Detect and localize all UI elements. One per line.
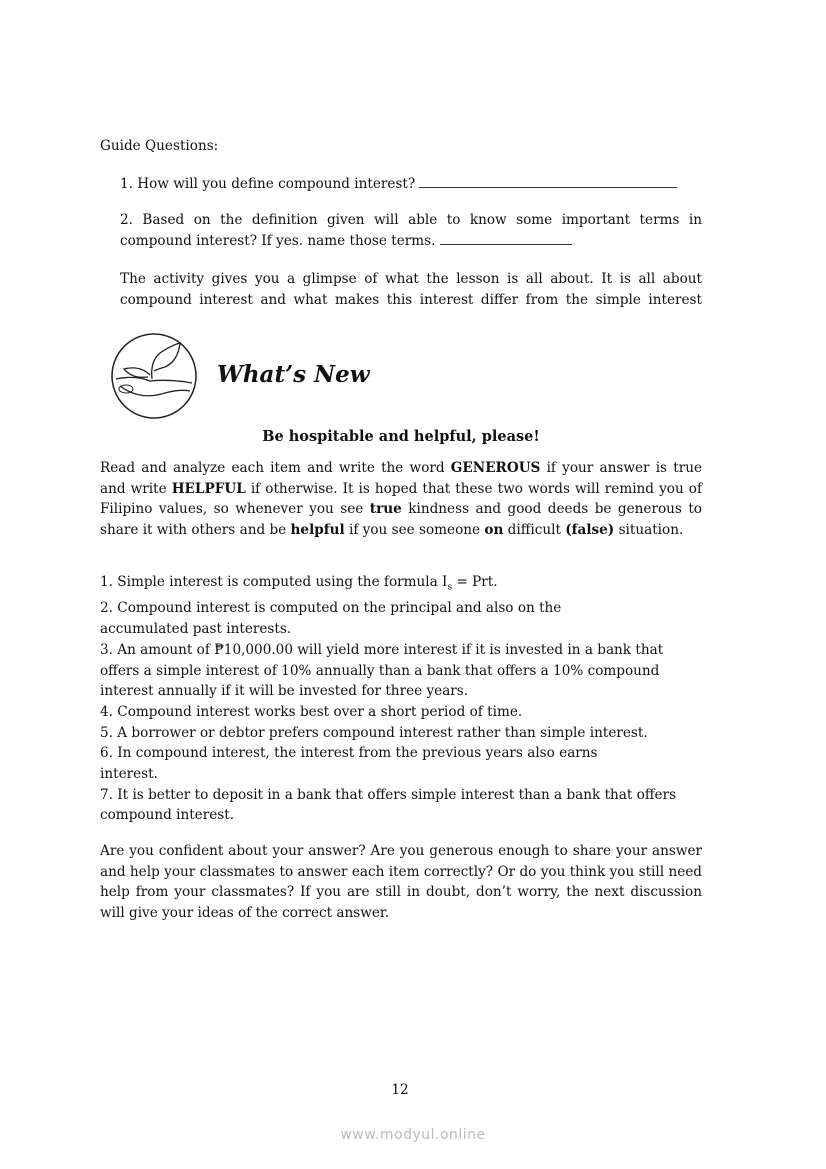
text: difficult	[503, 522, 566, 539]
section-title: What’s New	[217, 361, 370, 388]
question-text: 2. Based on the definition given will able to know some important terms in compound interest? If yes. name those terms.	[120, 212, 702, 249]
text: kindness and good deeds be generous to share it with others and be	[100, 501, 702, 539]
list-item: 4. Compound interest works best over a short period of time.	[100, 703, 523, 720]
watermark: www.modyul.online	[340, 1127, 486, 1143]
subscript: s	[447, 582, 453, 593]
list-item: 7. It is better to deposit in a bank that offers simple interest than a bank that offers compound interest.	[100, 786, 677, 824]
bold-text: HELPFUL	[171, 480, 246, 497]
answer-blank[interactable]	[440, 232, 572, 245]
list-item: 5. A borrower or debtor prefers compound interest rather than simple interest.	[100, 724, 648, 741]
bold-text: GENEROUS	[450, 460, 541, 476]
guide-question-1	[120, 174, 702, 195]
section-subtitle: Be hospitable and helpful, please!	[262, 428, 540, 445]
text: situation.	[614, 522, 684, 539]
text: if otherwise. It is hoped that these two words will remind you of Filipino values, so whenever you see	[100, 480, 702, 518]
page-number: 12	[391, 1082, 409, 1098]
guide-paragraph: The activity gives you a glimpse of what the lesson is all about. It is all about compound interest and what makes this interest differ from the simple interest	[120, 271, 702, 308]
list-item: 2. Compound interest is computed on the principal and also on the accumulated past interests.	[100, 600, 562, 638]
bold-text: (false)	[565, 522, 615, 539]
text: if your answer is true and write	[100, 460, 702, 497]
text: 1. Simple interest is computed using the formula I	[100, 574, 448, 590]
list-item: 3. An amount of ₱10,000.00 will yield more interest if it is invested in a bank that offers a simple interest of 10% annually than a bank that offers a 10% compound interest annually if it will be invested for three years.	[100, 641, 664, 700]
guide-question-2	[120, 210, 702, 251]
bold-text: helpful	[290, 522, 345, 539]
list-item: 6. In compound interest, the interest from the previous years also earns interest.	[100, 745, 598, 783]
hand-plant-icon	[110, 331, 198, 421]
bold-text: on	[484, 522, 504, 539]
intro-paragraph	[100, 458, 702, 541]
bold-text: true	[369, 501, 402, 518]
question-text: 1. How will you define compound interest?	[120, 176, 416, 192]
closing-paragraph: Are you confident about your answer? Are you generous enough to share your answer and help your classmates to answer each item correctly? Or do you think you still need help from your classmates? If you are still in doubt, don’t worry, the next discussion will give your ideas of the correct answer.	[100, 843, 702, 922]
text: if you see someone	[344, 522, 485, 539]
text: = Prt.	[452, 574, 498, 590]
items-list	[100, 572, 690, 826]
answer-blank[interactable]	[419, 175, 677, 188]
text: Read and analyze each item and write the word	[100, 460, 451, 476]
list-item	[100, 572, 690, 598]
guide-heading: Guide Questions:	[100, 138, 219, 154]
